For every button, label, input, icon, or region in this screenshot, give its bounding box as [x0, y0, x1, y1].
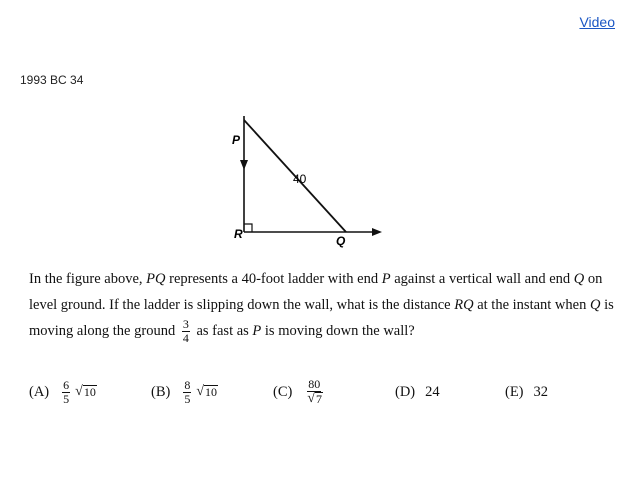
- choice-e[interactable]: (E) 32: [505, 383, 549, 400]
- choice-d[interactable]: (D) 24: [395, 383, 440, 400]
- label-q: Q: [336, 234, 346, 248]
- answer-choices: [29, 372, 629, 412]
- choice-c[interactable]: (C) 80 √ 7: [273, 377, 323, 406]
- label-length: 40: [293, 172, 307, 186]
- ratio-fraction: $\frac{3}{4}$: [182, 317, 189, 346]
- problem-heading: 1993 BC 34: [20, 73, 84, 87]
- label-p: P: [232, 133, 241, 147]
- right-angle-marker: [244, 224, 252, 232]
- wall-arrow: [240, 160, 248, 170]
- choice-b[interactable]: (B) $\frac{8}{5}$ √ 10: [151, 377, 218, 406]
- problem-text: In the figure above, PQ represents a 40-foot ladder with end P against a vertical wall and end Q on level ground. If the ladder is slipping down the wall, what is the distance RQ at the instant when Q is moving along the ground $\frac{3}{4}$ as fast as P is moving down the wall?: [29, 271, 614, 346]
- label-r: R: [234, 227, 243, 241]
- choice-a[interactable]: (A) $\frac{6}{5}$ √ 10: [29, 377, 96, 406]
- ground-arrow: [372, 228, 382, 236]
- video-link[interactable]: Video: [579, 14, 615, 30]
